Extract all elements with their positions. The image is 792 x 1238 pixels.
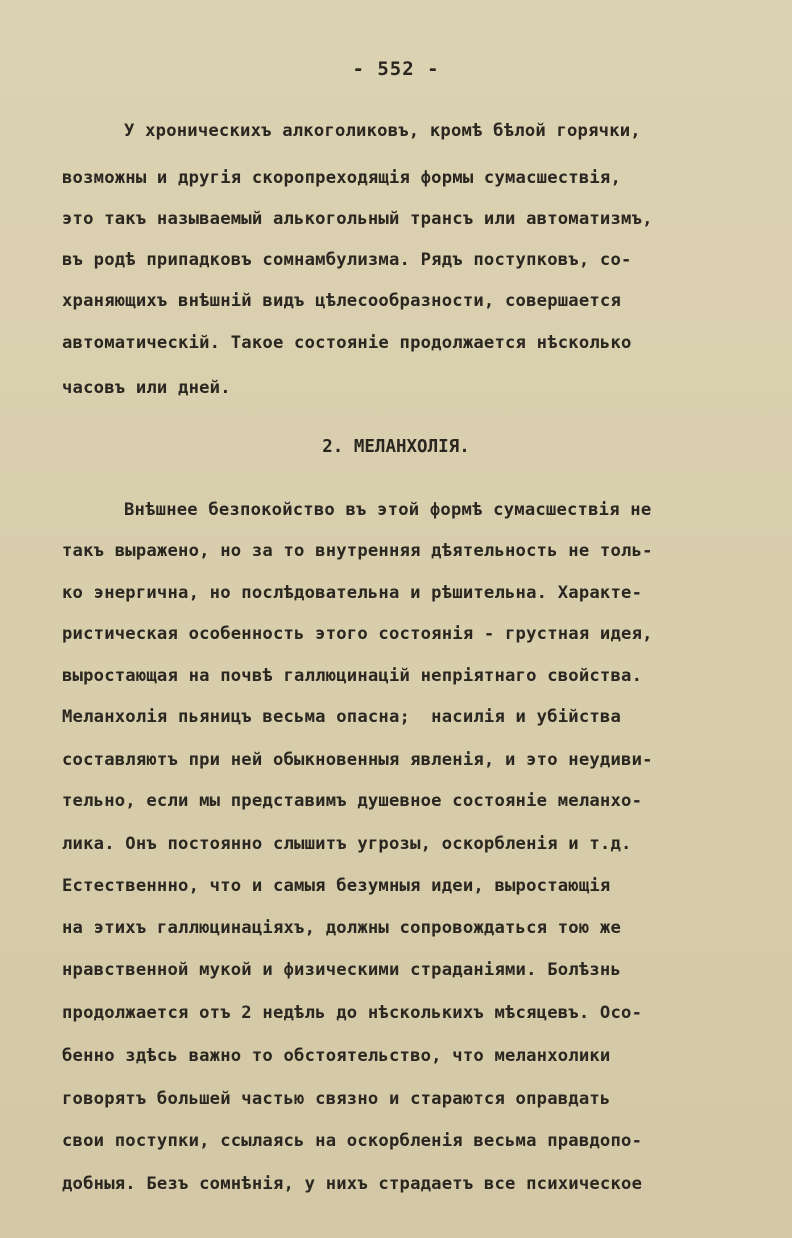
text-line: въ родѣ припадковъ сомнамбулизма. Рядъ поступковъ, со-	[62, 250, 632, 270]
text-line: ко энергична, но послѣдовательна и рѣшительна. Характе-	[62, 583, 643, 603]
text-line: добныя. Безъ сомнѣнія, у нихъ страдаетъ все психическое	[62, 1174, 643, 1194]
text-line: нравственной мукой и физическими страданіями. Болѣзнь	[62, 960, 622, 980]
text-line: Меланхолія пьяницъ весьма опасна; насилія и убійства	[62, 707, 622, 727]
text-line: это такъ называемый алькогольный трансъ или автоматизмъ,	[62, 209, 653, 229]
text-line: лика. Онъ постоянно слышитъ угрозы, оскорбленія и т.д.	[62, 834, 632, 854]
text-line: храняющихъ внѣшній видъ цѣлесообразности, совершается	[62, 291, 622, 311]
text-line: возможны и другія скоропреходящія формы сумасшествія,	[62, 168, 622, 188]
text-line: Естественнно, что и самыя безумныя идеи, выростающія	[62, 876, 611, 896]
text-line: У хроническихъ алкоголиковъ, кромѣ бѣлой горячки,	[124, 121, 641, 141]
text-line: тельно, если мы представимъ душевное состояніе меланхо-	[62, 791, 643, 811]
section-heading: 2. МЕЛАНХОЛІЯ.	[322, 437, 470, 457]
text-line: продолжается отъ 2 недѣль до нѣсколькихъ мѣсяцевъ. Осо-	[62, 1003, 643, 1023]
text-line: такъ выражено, но за то внутренняя дѣятельность не толь-	[62, 541, 653, 561]
text-line: Внѣшнее безпокойство въ этой формѣ сумасшествія не	[124, 500, 652, 520]
text-line: бенно здѣсь важно то обстоятельство, что меланхолики	[62, 1046, 611, 1066]
text-line: часовъ или дней.	[62, 378, 231, 398]
text-line: говорятъ большей частью связно и стараются оправдать	[62, 1089, 611, 1109]
text-line: выростающая на почвѣ галлюцинацій непріятнаго свойства.	[62, 666, 643, 686]
text-line: автоматическій. Такое состояніе продолжается нѣсколько	[62, 333, 632, 353]
page-number: - 552 -	[352, 58, 440, 80]
text-line: составляютъ при ней обыкновенныя явленія, и это неудиви-	[62, 750, 653, 770]
text-line: свои поступки, ссылаясь на оскорбленія весьма правдопо-	[62, 1131, 643, 1151]
text-line: ристическая особенность этого состоянія - грустная идея,	[62, 624, 653, 644]
text-line: на этихъ галлюцинаціяхъ, должны сопровождаться тою же	[62, 918, 622, 938]
